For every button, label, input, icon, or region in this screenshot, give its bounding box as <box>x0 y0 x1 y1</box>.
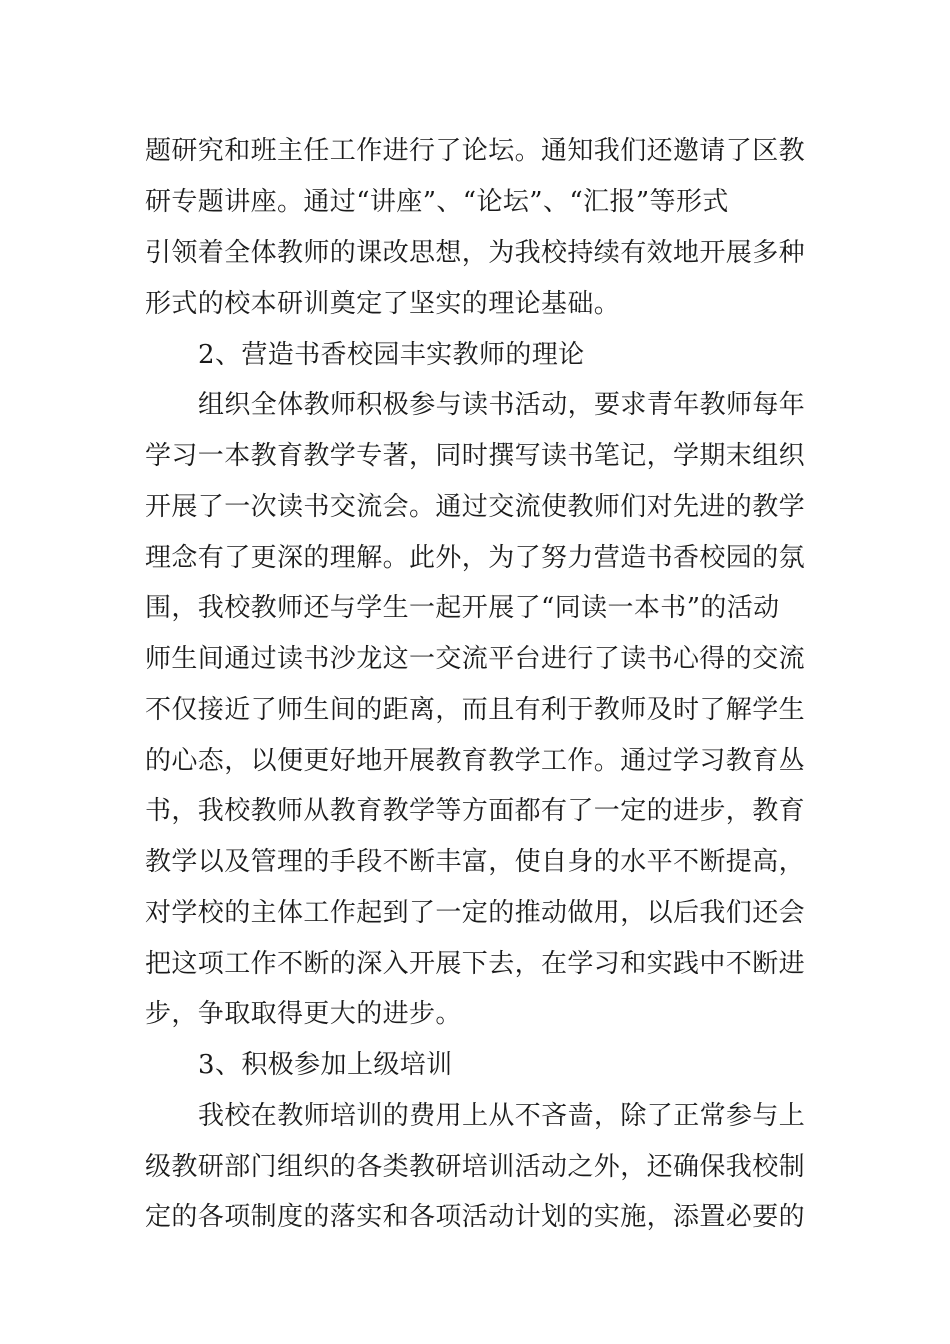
text-line: 围，我校教师还与学生一起开展了“同读一本书”的活动 <box>145 593 780 623</box>
text-line: 师生间通过读书沙龙这一交流平台进行了读书心得的交流 <box>145 644 806 674</box>
text-line: 学习一本教育教学专著，同时撰写读书笔记，学期末组织 <box>145 441 806 471</box>
section-heading: 3、积极参加上级培训 <box>198 1050 453 1080</box>
section-heading: 2、营造书香校园丰实教师的理论 <box>198 340 585 370</box>
text-line: 不仅接近了师生间的距离，而且有利于教师及时了解学生 <box>145 695 806 725</box>
text-line: 的心态，以便更好地开展教育教学工作。通过学习教育丛 <box>145 746 806 776</box>
text-line: 题研究和班主任工作进行了论坛。通知我们还邀请了区教 <box>145 136 806 166</box>
text-line: 对学校的主体工作起到了一定的推动做用，以后我们还会 <box>145 898 806 928</box>
text-line: 书，我校教师从教育教学等方面都有了一定的进步，教育 <box>145 796 806 826</box>
text-line: 把这项工作不断的深入开展下去，在学习和实践中不断进 <box>145 949 806 979</box>
text-line: 教学以及管理的手段不断丰富，使自身的水平不断提高， <box>145 847 806 877</box>
text-line: 引领着全体教师的课改思想，为我校持续有效地开展多种 <box>145 238 806 268</box>
text-line: 步，争取取得更大的进步。 <box>145 999 462 1029</box>
text-line: 理念有了更深的理解。此外，为了努力营造书香校园的氛 <box>145 543 806 573</box>
text-line: 定的各项制度的落实和各项活动计划的实施，添置必要的 <box>145 1202 806 1232</box>
text-line: 开展了一次读书交流会。通过交流使教师们对先进的教学 <box>145 492 806 522</box>
text-line: 研专题讲座。通过“讲座”、“论坛”、“汇报”等形式 <box>145 187 729 217</box>
text-line: 级教研部门组织的各类教研培训活动之外，还确保我校制 <box>145 1152 806 1182</box>
text-line: 组织全体教师积极参与读书活动，要求青年教师每年 <box>198 390 806 420</box>
text-line: 形式的校本研训奠定了坚实的理论基础。 <box>145 289 621 319</box>
text-line: 我校在教师培训的费用上从不吝啬，除了正常参与上 <box>198 1101 806 1131</box>
